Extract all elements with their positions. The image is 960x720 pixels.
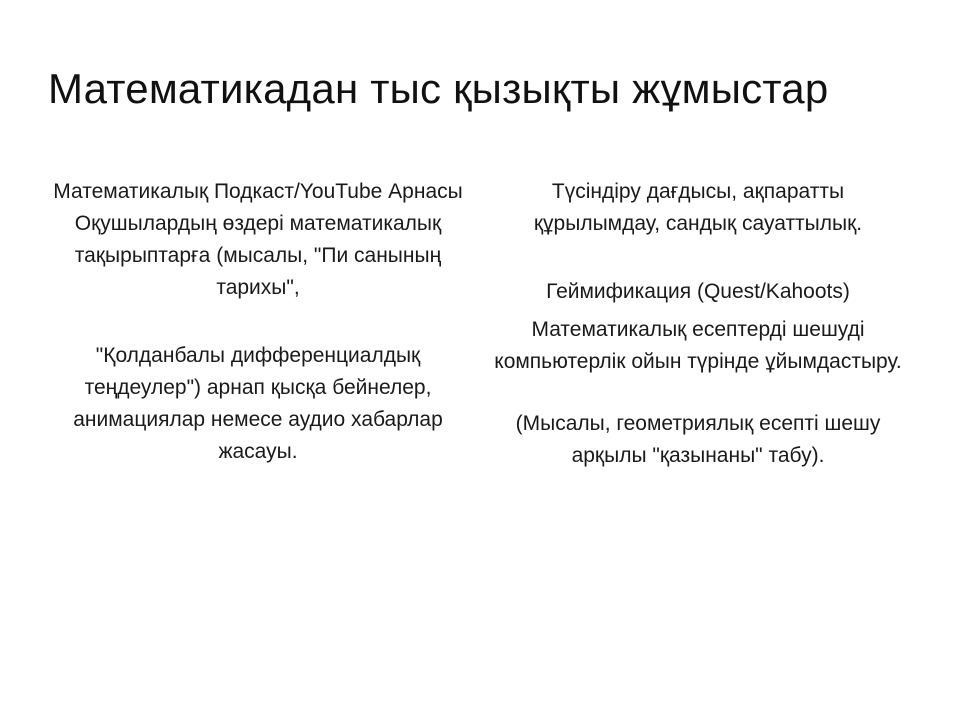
right-paragraph-example: (Мысалы, геометриялық есепті шешу арқылы "қазынаны" табу).	[515, 412, 881, 467]
right-column	[488, 176, 908, 472]
paragraph-spacer	[488, 240, 908, 276]
right-paragraph-skills: Түсіндіру дағдысы, ақпаратты құрылымдау, сандық сауаттылық.	[533, 180, 863, 235]
paragraph-spacer	[52, 304, 464, 340]
slide-title: Математикадан тыс қызықты жұмыстар	[48, 65, 829, 112]
left-paragraph-videos: "Қолданбалы дифференциалдық теңдеулер") арнап қысқа бейнелер, анимациялар немесе аудио хабарлар жасауы.	[73, 344, 443, 463]
paragraph-spacer	[488, 378, 908, 408]
left-column	[52, 176, 464, 468]
right-paragraph-gamification: Геймификация (Quest/Kahoots)	[546, 280, 850, 303]
right-paragraph-game-tasks: Математикалық есептерді шешуді компьютерлік ойын түрінде ұйымдастыру.	[494, 318, 902, 373]
left-paragraph-podcast: Математикалық Подкаст/YouTube Арнасы Оқушылардың өздері математикалық тақырыптарға (мысалы, "Пи санының тарихы",	[53, 180, 463, 299]
